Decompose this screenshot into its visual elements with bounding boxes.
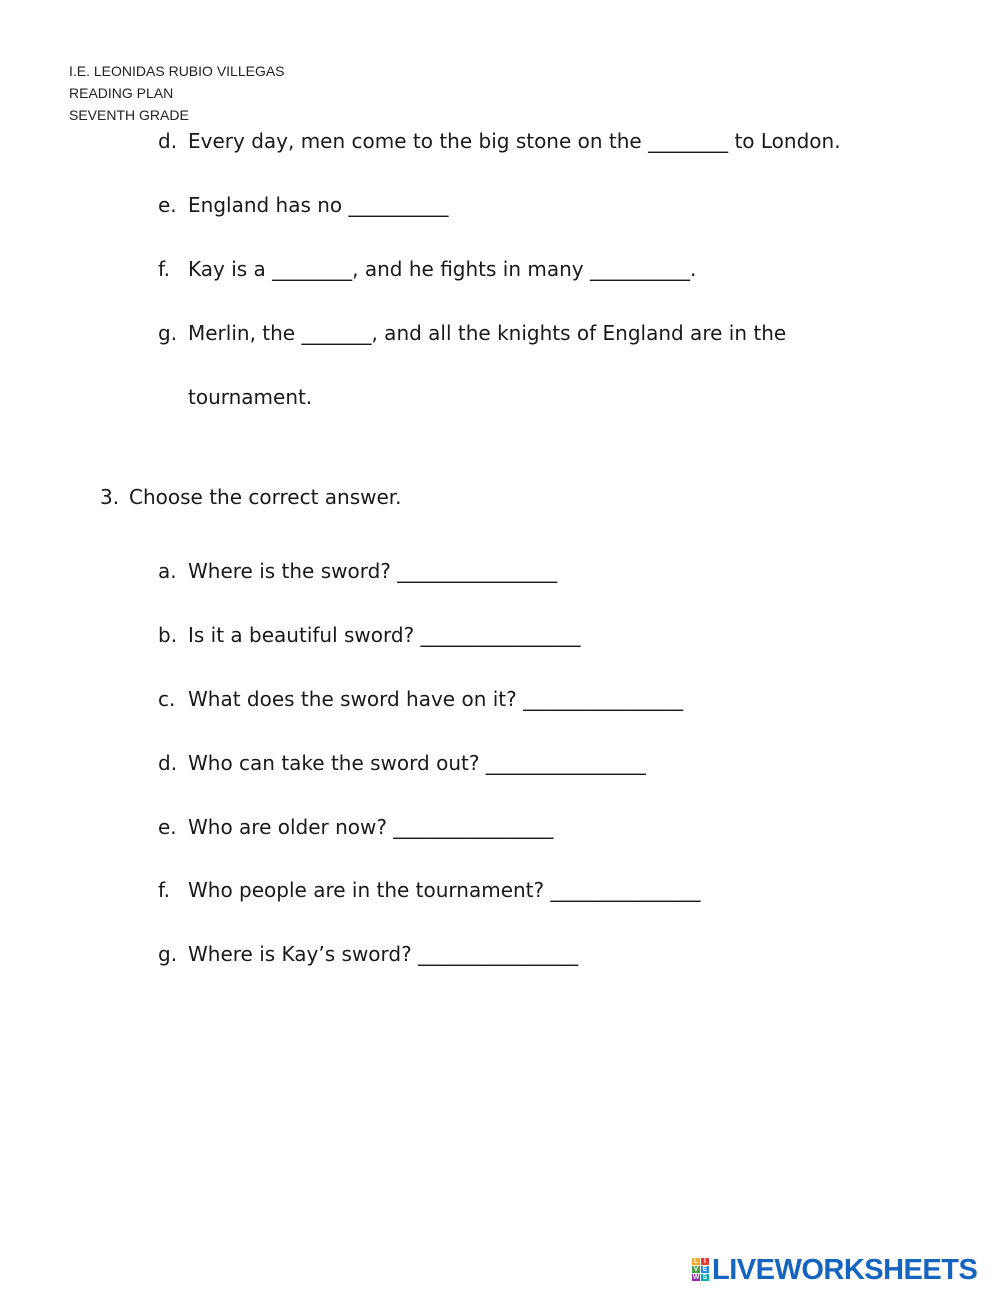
question-text: Where is Kay’s sword? ________________	[188, 942, 579, 966]
fill-item-g	[158, 319, 787, 347]
question-text: Who are older now? ________________	[188, 815, 554, 839]
question-letter: d.	[158, 751, 178, 775]
section-number: 3.	[100, 485, 120, 509]
question-text: Is it a beautiful sword? ________________	[188, 623, 581, 647]
logo-text: LIVEWORKSHEETS	[712, 1253, 978, 1286]
question-d	[158, 749, 646, 777]
question-letter: c.	[158, 687, 176, 711]
question-b	[158, 621, 581, 649]
question-letter: f.	[158, 878, 170, 902]
question-a	[158, 557, 558, 585]
logo-mark-cell: V	[693, 1266, 699, 1273]
question-e	[158, 813, 554, 841]
item-text: England has no __________	[188, 193, 449, 217]
item-letter: e.	[158, 193, 177, 217]
grade-level: SEVENTH GRADE	[69, 107, 189, 123]
question-c	[158, 685, 684, 713]
question-text: What does the sword have on it? ________________	[188, 687, 684, 711]
logo-mark-cell: L	[693, 1258, 699, 1265]
question-g	[158, 940, 579, 968]
logo-mark-cell: E	[702, 1266, 708, 1273]
question-letter: g.	[158, 942, 178, 966]
section-3-heading	[100, 483, 402, 511]
logo-mark-cell: I	[701, 1258, 709, 1265]
fill-item-g-continuation	[188, 383, 312, 411]
school-name: I.E. LEONIDAS RUBIO VILLEGAS	[69, 63, 285, 79]
item-letter: g.	[158, 321, 178, 345]
question-text: Who can take the sword out? ________________	[188, 751, 646, 775]
plan-name: READING PLAN	[69, 85, 174, 101]
liveworksheets-logo[interactable]	[692, 1253, 978, 1286]
question-f	[158, 876, 701, 904]
fill-item-e	[158, 191, 449, 219]
question-letter: b.	[158, 623, 178, 647]
question-letter: a.	[158, 559, 177, 583]
fill-item-d	[158, 127, 841, 155]
question-letter: e.	[158, 815, 177, 839]
logo-mark-cell: S	[702, 1274, 708, 1281]
section-title: Choose the correct answer.	[129, 485, 402, 509]
fill-item-f	[158, 255, 697, 283]
item-letter: f.	[158, 257, 170, 281]
item-text: Kay is a ________, and he fights in many __________.	[188, 257, 697, 281]
logo-mark-cell: W	[692, 1274, 700, 1281]
item-text: Every day, men come to the big stone on the ________ to London.	[188, 129, 841, 153]
item-text: Merlin, the _______, and all the knights of England are in the	[188, 321, 787, 345]
item-text: tournament.	[188, 385, 313, 409]
item-letter: d.	[158, 129, 178, 153]
question-text: Where is the sword? ________________	[188, 559, 558, 583]
liveworksheets-mark-icon	[692, 1258, 710, 1282]
worksheet-header	[69, 60, 285, 126]
question-text: Who people are in the tournament? _______________	[188, 878, 701, 902]
